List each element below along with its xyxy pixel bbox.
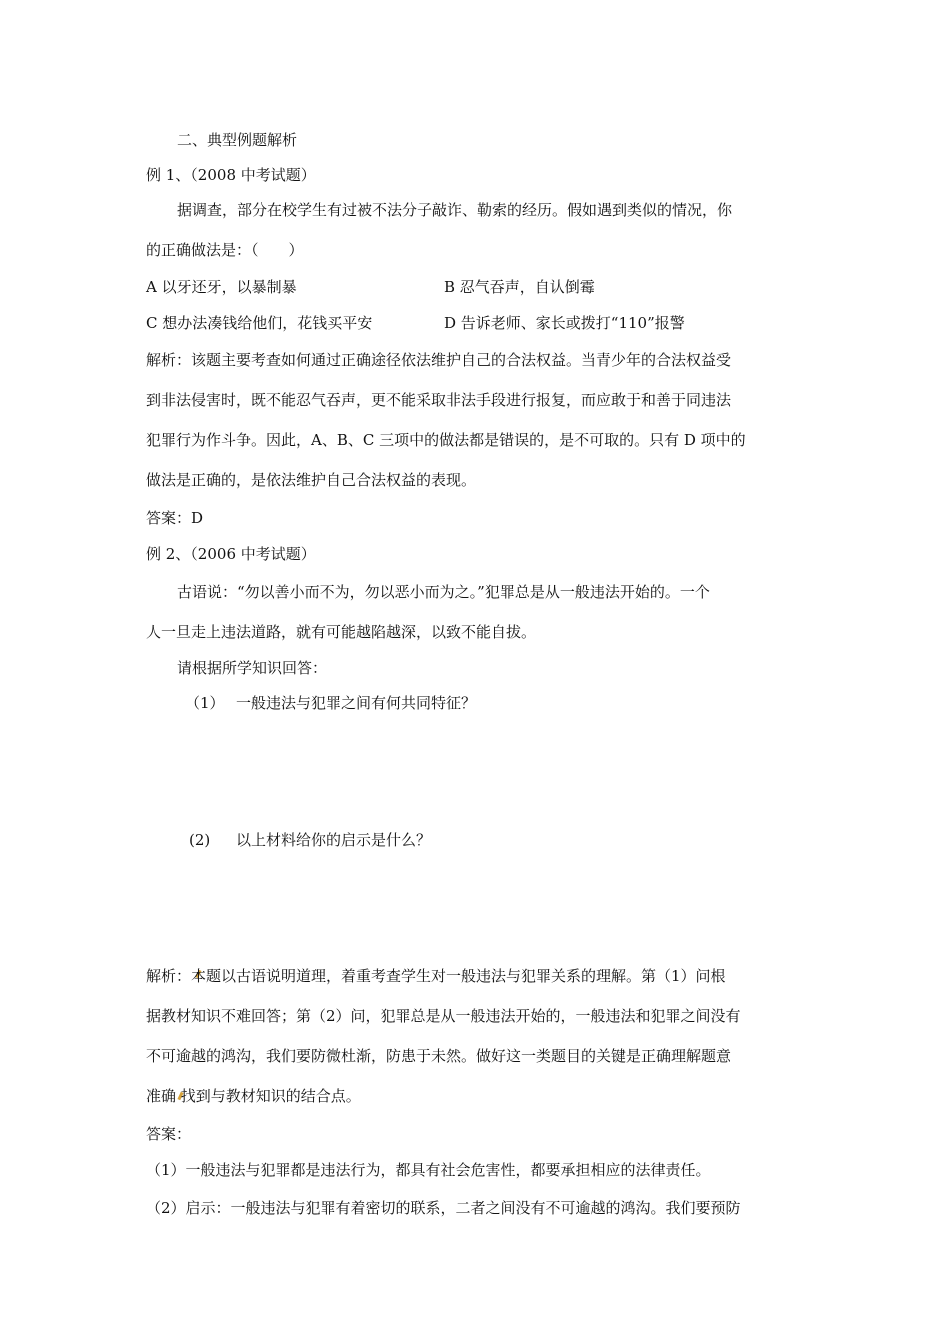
example2-heading: 例 2、（2006 中考试题） — [146, 545, 316, 563]
example2-material-line1: 古语说：“勿以善小而不为，勿以恶小而为之。”犯罪总是从一般违法开始的。一个 — [177, 583, 710, 601]
example1-analysis-line3: 犯罪行为作斗争。因此，A、B、C 三项中的做法都是错误的，是不可取的。只有 D 项中的 — [146, 431, 746, 449]
example2-prompt: 请根据所学知识回答： — [177, 659, 328, 677]
example2-analysis-line2: 据教材知识不难回答；第（2）问，犯罪总是从一般违法开始的，一般违法和犯罪之间没有 — [146, 1007, 741, 1025]
question-1-number: （1） — [185, 694, 225, 712]
example2-analysis-line4: 准确 找到与教材知识的结合点。 — [146, 1087, 361, 1105]
example1-heading: 例 1、（2008 中考试题） — [146, 166, 316, 184]
example1-question-line2: 的正确做法是：（ ） — [146, 241, 304, 259]
example1-analysis-line4: 做法是正确的，是依法维护自己合法权益的表现。 — [146, 471, 477, 489]
example1-analysis-line1: 解析：该题主要考查如何通过正确途径依法维护自己的合法权益。当青少年的合法权益受 — [146, 351, 732, 369]
option-d: D 告诉老师、家长或拨打“110”报警 — [444, 314, 685, 332]
option-a: A 以牙还牙，以暴制暴 — [146, 278, 297, 296]
example2-answer-2: （2）启示：一般违法与犯罪有着密切的联系，二者之间没有不可逾越的鸿沟。我们要预防 — [146, 1199, 741, 1217]
option-c: C 想办法凑钱给他们，花钱买平安 — [146, 314, 373, 332]
example1-answer: 答案：D — [146, 509, 204, 527]
option-b: B 忍气吞声，自认倒霉 — [444, 278, 595, 296]
example1-question-line1: 据调查，部分在校学生有过被不法分子敲诈、勒索的经历。假如遇到类似的情况，你 — [177, 201, 733, 219]
question-1-text: 一般违法与犯罪之间有何共同特征？ — [236, 694, 477, 712]
question-2-number: (2) — [189, 831, 211, 849]
example2-answer-1: （1）一般违法与犯罪都是违法行为，都具有社会危害性，都要承担相应的法律责任。 — [146, 1161, 711, 1179]
example1-analysis-line2: 到非法侵害时，既不能忍气吞声，更不能采取非法手段进行报复，而应敢于和善于同违法 — [146, 391, 732, 409]
example2-answer-label: 答案： — [146, 1125, 192, 1143]
example2-material-line2: 人一旦走上违法道路，就有可能越陷越深，以致不能自拔。 — [146, 623, 537, 641]
question-2-text: 以上材料给你的启示是什么？ — [236, 831, 432, 849]
section-title: 二、典型例题解析 — [177, 131, 298, 149]
example2-analysis-line1: 解析：本题以古语说明道理，着重考查学生对一般违法与犯罪关系的理解。第（1）问根 — [146, 967, 726, 985]
example2-analysis-line3: 不可逾越的鸿沟，我们要防微杜渐，防患于未然。做好这一类题目的关键是正确理解题意 — [146, 1047, 732, 1065]
